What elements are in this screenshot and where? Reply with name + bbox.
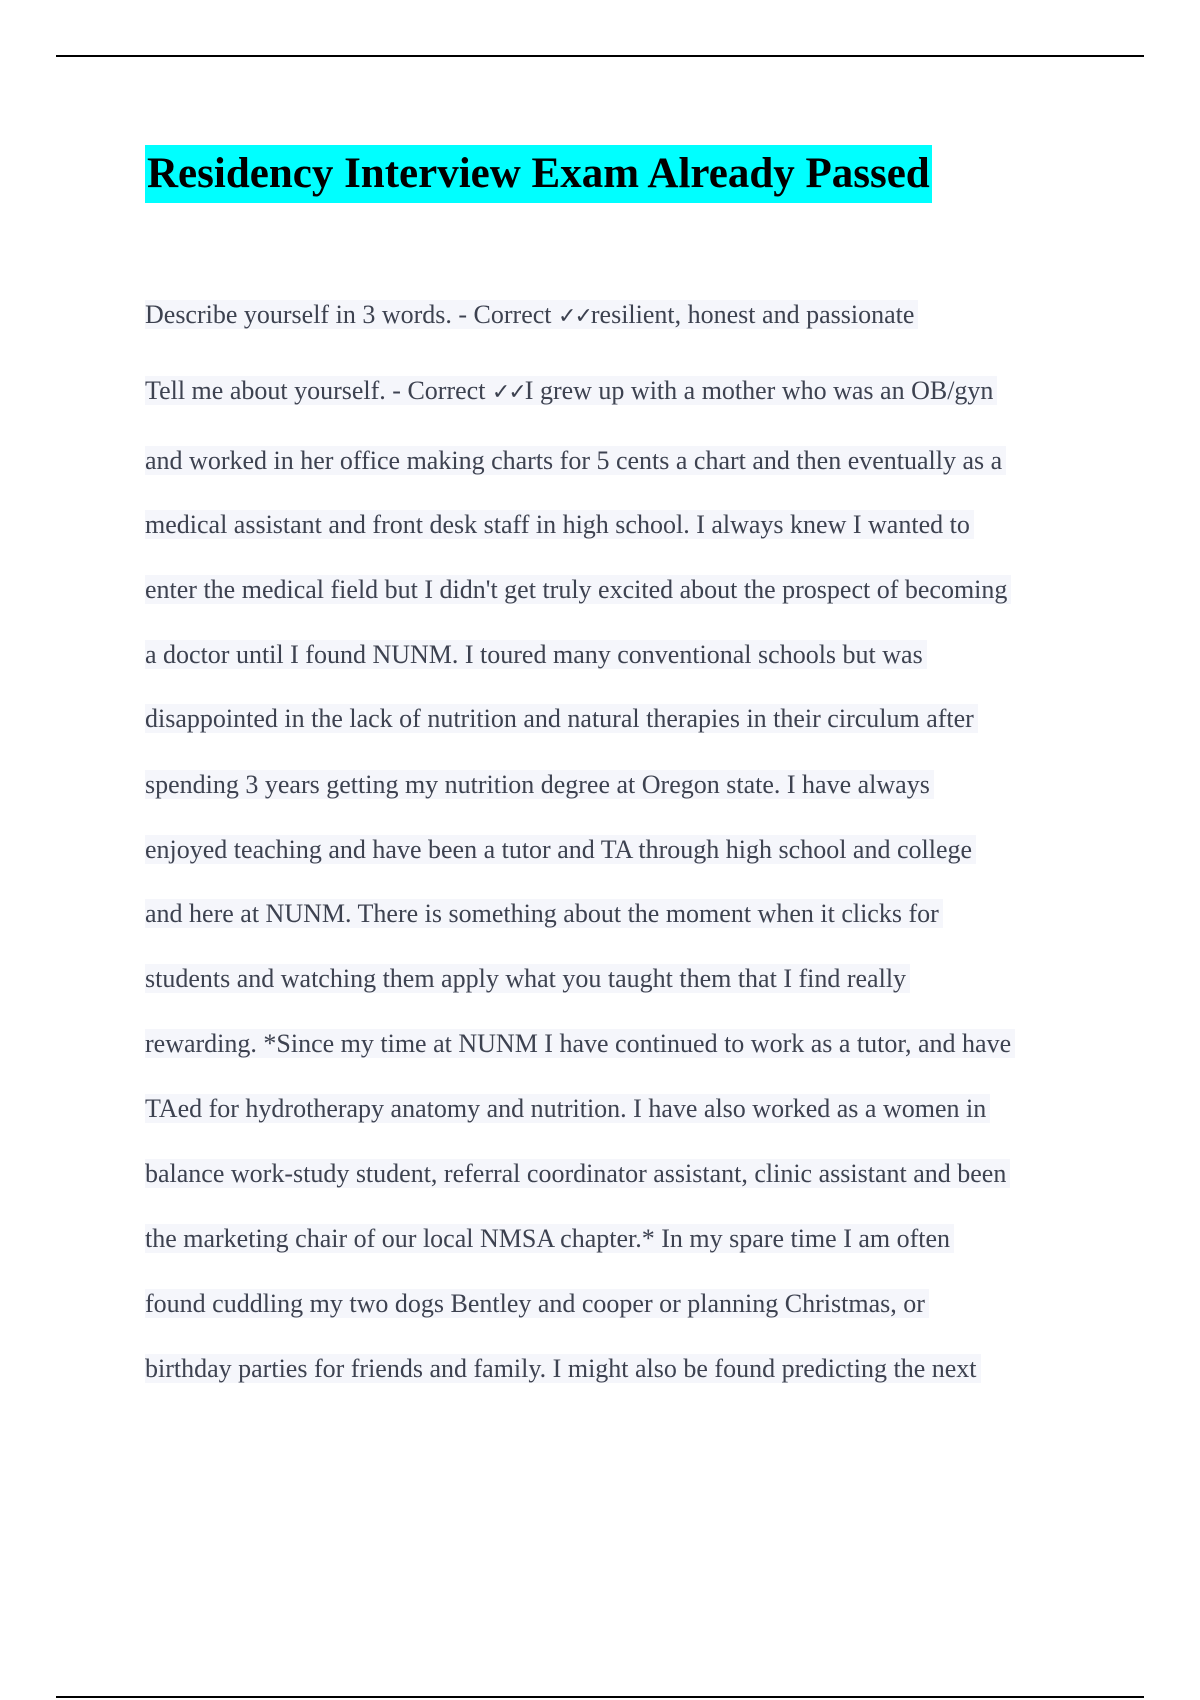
answer-text: I grew up with a mother who was an OB/gyn (524, 376, 994, 405)
answer-line-text: enjoyed teaching and have been a tutor and TA through high school and college (145, 835, 976, 864)
answer-line-text: a doctor until I found NUNM. I toured many conventional schools but was (145, 640, 927, 669)
answer-line (145, 699, 978, 739)
answer-line-text: medical assistant and front desk staff in high school. I always knew I wanted to (145, 510, 974, 539)
answer-line (145, 830, 976, 870)
answer-line-text: enter the medical field but I didn't get truly excited about the prospect of becoming (145, 575, 1011, 604)
answer-line (145, 441, 1006, 481)
answer-line (145, 765, 934, 805)
answer-line (145, 635, 927, 675)
answer-line (145, 1284, 929, 1324)
answer-line (145, 894, 943, 934)
answer-line-text: rewarding. *Since my time at NUNM I have continued to work as a tutor, and have (145, 1029, 1015, 1058)
answer-line (145, 1024, 1015, 1064)
check-marks-icon: ✓✓ (491, 380, 525, 405)
answer-line-text: birthday parties for friends and family. I might also be found predicting the next (145, 1354, 981, 1383)
question-text: Describe yourself in 3 words. (145, 300, 452, 329)
answer-line-text: and here at NUNM. There is something about the moment when it clicks for (145, 899, 943, 928)
answer-line-text: and worked in her office making charts for 5 cents a chart and then eventually as a (145, 446, 1006, 475)
answer-line-text: TAed for hydrotherapy anatomy and nutrition. I have also worked as a women in (145, 1094, 990, 1123)
answer-line-text: found cuddling my two dogs Bentley and cooper or planning Christmas, or (145, 1289, 929, 1318)
answer-line (145, 959, 910, 999)
answer-line (145, 1219, 954, 1259)
correct-label: Correct (473, 300, 559, 329)
check-marks-icon: ✓✓ (558, 304, 591, 329)
answer-line (145, 505, 974, 545)
document-title: Residency Interview Exam Already Passed (145, 145, 932, 203)
question-text: Tell me about yourself. (145, 376, 386, 405)
answer-line (145, 1154, 1010, 1194)
qa-line (145, 300, 918, 329)
qa-item-2 (145, 371, 997, 411)
footer-rule (56, 1696, 1144, 1698)
separator: - (385, 376, 408, 405)
qa-item-1 (145, 295, 918, 335)
answer-line-text: spending 3 years getting my nutrition degree at Oregon state. I have always (145, 770, 934, 799)
title-container (145, 145, 932, 203)
answer-line (145, 1349, 981, 1389)
correct-label: Correct (407, 376, 492, 405)
separator: - (451, 300, 474, 329)
answer-line-text: students and watching them apply what you taught them that I find really (145, 964, 910, 993)
qa-line (145, 376, 997, 405)
answer-line (145, 570, 1011, 610)
header-rule (56, 55, 1144, 57)
answer-line-text: disappointed in the lack of nutrition and natural therapies in their circulum after (145, 704, 978, 733)
answer-text: resilient, honest and passionate (590, 300, 915, 329)
answer-line-text: balance work-study student, referral coordinator assistant, clinic assistant and been (145, 1159, 1010, 1188)
answer-line-text: the marketing chair of our local NMSA chapter.* In my spare time I am often (145, 1224, 954, 1253)
answer-line (145, 1089, 990, 1129)
